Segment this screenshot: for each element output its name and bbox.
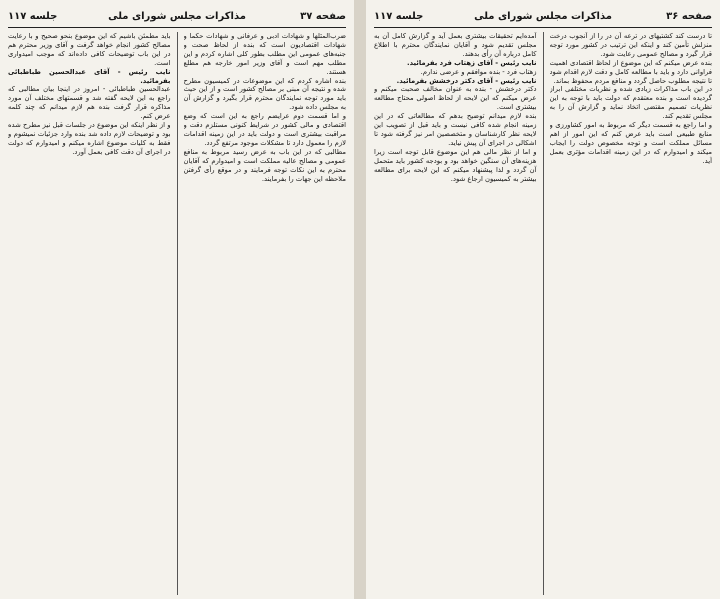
paragraph: آمده‌ایم تحقیقات بیشتری بعمل آید و گزارش کامل آن به مجلس تقدیم شود و آقایان نمایندگان محترم با اطلاع کامل درباره آن رأی بدهند. — [374, 32, 537, 58]
speaker-line: نایب رئیس - آقای عبدالحسین طباطبائی بفرمائید. — [8, 67, 171, 85]
paragraph: بنده اشاره کردم که این موضوعات در کمیسیون مطرح شده و نتیجه آن مبنی بر مصالح کشور است و از این حیث باید مورد توجه نمایندگان محترم قرار بگیرد و گزارش آن به مجلس داده شود. — [183, 76, 346, 112]
speaker-line: نایب رئیس - آقای دکتر درخشش بفرمائید. — [396, 76, 537, 85]
right-page-header — [374, 8, 712, 24]
left-page-title: مذاکرات مجلس شورای ملی — [108, 10, 246, 22]
right-page-right-column — [550, 32, 713, 595]
left-page — [0, 0, 354, 599]
paragraph: و اما قسمت دوم عرایضم راجع به این است که وضع اقتصادی و مالی کشور در شرایط کنونی مستلزم دقت و مراقبت بیشتری است و دولت باید در این زمینه اقدامات لازم را معمول دارد تا مشکلات موجود مرتفع گردد. — [183, 112, 346, 147]
right-page-title: مذاکرات مجلس شورای ملی — [474, 10, 612, 22]
paragraph: و اما از نظر مالی هم این موضوع قابل توجه است زیرا هزینه‌های آن سنگین خواهد بود و بودجه کشور باید متحمل آن گردد و لذا پیشنهاد میکنم که این لایحه برای مطالعه بیشتر به کمیسیون ارجاع شود. — [374, 147, 537, 183]
left-page-columns — [8, 32, 346, 595]
paragraph: بنده لازم میدانم توضیح بدهم که مطالعاتی که در این زمینه انجام شده کافی نیست و باید قبل از تصویب این لایحه نظر کارشناسان و متخصصین امر نیز گرفته شود تا اشکالی در اجرای آن پیش نیاید. — [374, 112, 537, 147]
paragraph: و از نظر اینکه این موضوع در جلسات قبل نیز مطرح شده بود و توضیحات لازم داده شد بنده وارد جزئیات نمیشوم و فقط به کلیات موضوع اشاره میکنم و امیدوارم که دولت در اجرای آن دقت کافی بعمل آورد. — [8, 121, 171, 156]
paragraph: زهتاب فرد - بنده موافقم و عرضی ندارم. — [420, 67, 537, 76]
right-header-rule — [374, 27, 712, 28]
column-divider — [177, 32, 178, 595]
paragraph: مطالبی که در این باب به عرض رسید مربوط به منافع عمومی و مصالح عالیه مملکت است و امیدوارم که آقایان محترم به این نکات توجه فرمایند و در موقع رأی گرفتن ملاحظه این جهات را بفرمایند. — [183, 147, 346, 183]
right-page-columns — [374, 32, 712, 595]
right-page-number: صفحه ۳۶ — [666, 10, 712, 22]
paragraph: دکتر درخشش - بنده به عنوان مخالف صحبت میکنم و عرض میکنم که این لایحه از لحاظ اصولی محتاج مطالعه بیشتری است. — [374, 85, 537, 112]
left-page-header — [8, 8, 346, 24]
speaker-line: نایب رئیس - آقای زهتاب فرد بفرمائید. — [407, 58, 537, 67]
column-divider — [543, 32, 544, 595]
left-page-left-column — [8, 32, 171, 595]
left-page-session: جلسه ۱۱۷ — [8, 10, 58, 22]
left-header-rule — [8, 27, 346, 28]
paragraph: بنده عرض میکنم که این موضوع از لحاظ اقتصادی اهمیت فراوانی دارد و باید با مطالعه کامل و دقت لازم اقدام شود تا نتیجه مطلوب حاصل گردد و منافع مردم محفوظ بماند. — [549, 58, 712, 85]
book-gutter — [354, 0, 366, 599]
right-page-left-column — [374, 32, 537, 595]
paragraph: در این باب مذاکرات زیادی شده و نظریات مختلفی ابراز گردیده است و بنده معتقدم که دولت باید با توجه به این نظریات تصمیم مقتضی اتخاذ نماید و گزارش آن را به مجلس تقدیم کند. — [549, 85, 712, 121]
paragraph: تا درست کند کشتیهای در ترعه آن در را از آنجوب درخت منزلش تأمین کند و اینکه این ترتیب در کشور مورد توجه قرار گیرد و مصالح عمومی رعایت شود. — [549, 32, 712, 58]
right-page — [366, 0, 720, 599]
right-page-session: جلسه ۱۱۷ — [374, 10, 424, 22]
paragraph: و اما راجع به قسمت دیگر که مربوط به امور کشاورزی و منابع طبیعی است باید عرض کنم که این امور از اهم مسائل مملکت است و توجه مخصوص دولت را ایجاب میکند و امیدوارم که در این زمینه اقدامات مؤثری بعمل آید. — [549, 121, 712, 165]
left-page-number: صفحه ۳۷ — [300, 10, 346, 22]
paragraph: عبدالحسین طباطبائی - امروز در اینجا بیان مطالبی که راجع به این لایحه گفته شد و قسمتهای مختلف آن مورد مذاکره قرار گرفت بنده هم لازم میدانم که چند کلمه عرض کنم. — [8, 85, 171, 121]
left-page-right-column — [184, 32, 347, 595]
paragraph: باید مطمئن باشیم که این موضوع بنحو صحیح و با رعایت مصالح کشور انجام خواهد گرفت و آقای وزیر محترم هم در این باب توضیحات کافی داده‌اند که موجب امیدواری است. — [8, 32, 171, 67]
paragraph: ضرب‌المثلها و شهادات ادبی و عرفانی و شهادات حکما و شهادات اقتصادیون است که بنده از لحاظ صحت و جنبه‌های عمومی این مطلب بطور کلی اشاره کردم و این مطلب مهم است و آقای وزیر امور خارجه هم مطلع هستند. — [183, 32, 346, 76]
